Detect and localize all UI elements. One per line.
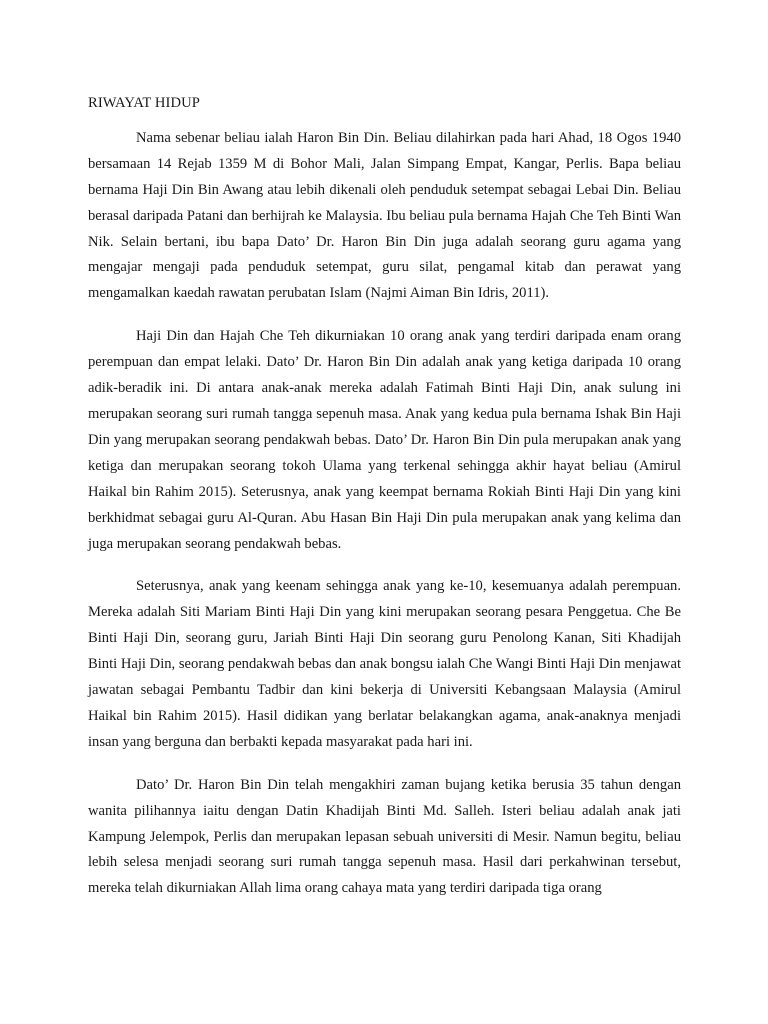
paragraph-2: Haji Din dan Hajah Che Teh dikurniakan 10 orang anak yang terdiri daripada enam orang perempuan dan empat lelaki. Dato’ Dr. Haron Bin Din adalah anak yang ketiga daripada 10 orang adik-beradik ini. Di antara anak-anak mereka adalah Fatimah Binti Haji Din, anak sulung ini merupakan seorang suri rumah tangga sepenuh masa. Anak yang kedua pula bernama Ishak Bin Haji Din yang merupakan seorang pendakwah bebas. Dato’ Dr. Haron Bin Din pula merupakan anak yang ketiga dan merupakan seorang tokoh Ulama yang terkenal sehingga akhir hayat beliau (Amirul Haikal bin Rahim 2015). Seterusnya, anak yang keempat bernama Rokiah Binti Haji Din yang kini berkhidmat sebagai guru Al-Quran. Abu Hasan Bin Haji Din pula merupakan anak yang kelima dan juga merupakan seorang pendakwah bebas. xyxy=(88,328,681,552)
paragraph-3: Seterusnya, anak yang keenam sehingga anak yang ke-10, kesemuanya adalah perempuan. Mereka adalah Siti Mariam Binti Haji Din yang kini merupakan seorang pesara Penggetua. Che Be Binti Haji Din, seorang guru, Jariah Binti Haji Din seorang guru Penolong Kanan, Siti Khadijah Binti Haji Din, seorang pendakwah bebas dan anak bongsu ialah Che Wangi Binti Haji Din menjawat jawatan sebagai Pembantu Tadbir dan kini bekerja di Universiti Kebangsaan Malaysia (Amirul Haikal bin Rahim 2015). Hasil didikan yang berlatar belakangkan agama, anak-anaknya menjadi insan yang berguna dan berbakti kepada masyarakat pada hari ini. xyxy=(88,578,681,750)
page-title: RIWAYAT HIDUP xyxy=(88,95,200,111)
paragraph-4: Dato’ Dr. Haron Bin Din telah mengakhiri zaman bujang ketika berusia 35 tahun dengan wanita pilihannya iaitu dengan Datin Khadijah Binti Md. Salleh. Isteri beliau adalah anak jati Kampung Jelempok, Perlis dan merupakan lepasan sebuah universiti di Mesir. Namun begitu, beliau lebih selesa menjadi seorang suri rumah tangga sepenuh masa. Hasil dari perkahwinan tersebut, mereka telah dikurniakan Allah lima orang cahaya mata yang terdiri daripada tiga orang xyxy=(88,776,681,897)
paragraph-1: Nama sebenar beliau ialah Haron Bin Din. Beliau dilahirkan pada hari Ahad, 18 Ogos 1940 bersamaan 14 Rejab 1359 M di Bohor Mali, Jalan Simpang Empat, Kangar, Perlis. Bapa beliau bernama Haji Din Bin Awang atau lebih dikenali oleh penduduk setempat sebagai Lebai Din. Beliau berasal daripada Patani dan berhijrah ke Malaysia. Ibu beliau pula bernama Hajah Che Teh Binti Wan Nik. Selain bertani, ibu bapa Dato’ Dr. Haron Bin Din juga adalah seorang guru agama yang mengajar mengaji pada penduduk setempat, guru silat, pengamal kitab dan perawat yang mengamalkan kaedah rawatan perubatan Islam (Najmi Aiman Bin Idris, 2011). xyxy=(88,129,681,302)
